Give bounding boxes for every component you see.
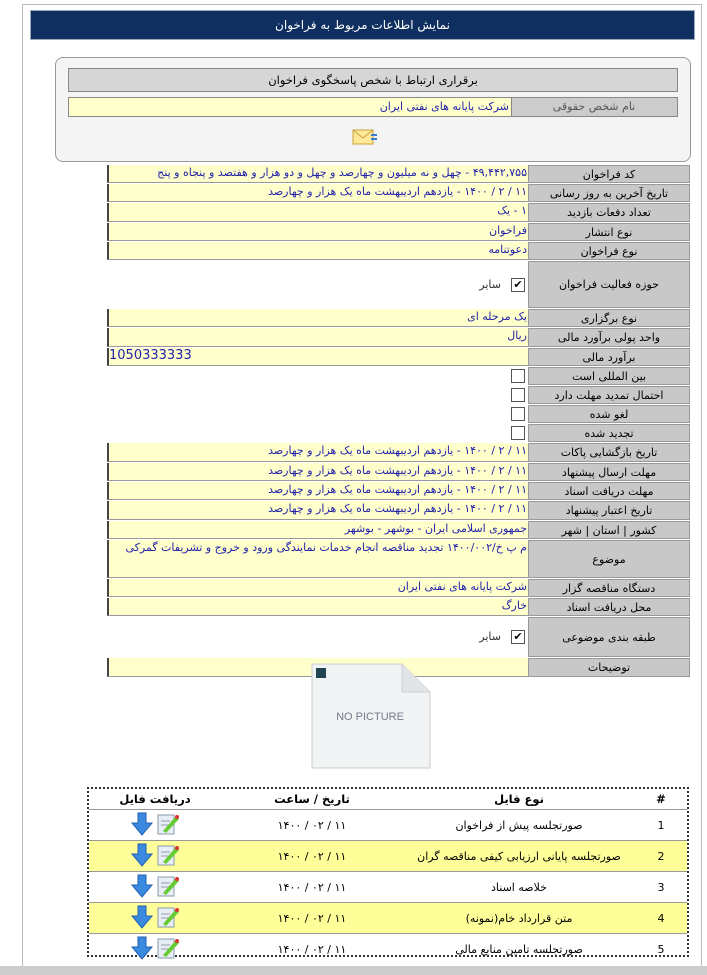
checkbox[interactable]: ✔ xyxy=(511,630,525,644)
field-checkbox-cell xyxy=(107,405,528,423)
field-row xyxy=(107,482,690,501)
field-label: حوزه فعالیت فراخوان xyxy=(528,261,690,308)
field-label: برآورد مالی xyxy=(528,348,690,366)
file-number: 2 xyxy=(635,841,687,872)
file-number: 5 xyxy=(635,934,687,965)
field-row xyxy=(107,463,690,482)
field-label: تاریخ آخرین به روز رسانی xyxy=(528,184,690,202)
field-value: خارگ xyxy=(107,598,528,616)
field-row xyxy=(107,203,690,223)
download-arrow-icon[interactable] xyxy=(130,905,154,929)
field-row xyxy=(107,598,690,617)
field-row xyxy=(107,242,690,261)
field-value: جمهوری اسلامی ایران - بوشهر - بوشهر xyxy=(107,521,528,539)
file-number: 4 xyxy=(635,903,687,934)
download-arrow-icon[interactable] xyxy=(130,812,154,836)
field-row xyxy=(107,328,690,348)
file-type: صورتجلسه پیش از فراخوان xyxy=(403,810,635,841)
field-row xyxy=(107,386,690,405)
file-download-cell xyxy=(89,841,221,872)
field-label: تاریخ بازگشایی پاکات xyxy=(528,443,690,462)
field-value: دعوتنامه xyxy=(107,242,528,260)
file-download-cell xyxy=(89,810,221,841)
field-value: فراخوان xyxy=(107,223,528,241)
field-value: ۴۹,۴۴۲,۷۵۵ - چهل و نه میلیون و چهارصد و چهل و دو هزار و هفتصد و پنجاه و پنج xyxy=(107,165,528,183)
field-label: بین المللی است xyxy=(528,367,690,385)
field-label: مهلت دریافت اسناد xyxy=(528,482,690,500)
col-number: # xyxy=(656,792,666,806)
field-label: نوع انتشار xyxy=(528,223,690,241)
field-row xyxy=(107,521,690,540)
field-checkbox-cell xyxy=(107,617,528,657)
file-row xyxy=(89,872,687,903)
checkbox-label: سایر xyxy=(479,277,501,291)
file-row xyxy=(89,841,687,872)
field-row xyxy=(107,501,690,521)
field-row xyxy=(107,405,690,424)
checkbox[interactable] xyxy=(511,426,525,440)
file-download-cell xyxy=(89,872,221,903)
field-label: دستگاه مناقصه گزار xyxy=(528,579,690,597)
field-row xyxy=(107,165,690,184)
field-checkbox-cell xyxy=(107,424,528,442)
field-label: محل دریافت اسناد xyxy=(528,598,690,616)
file-date: ۱۱ / ۰۲ / ۱۴۰۰ xyxy=(221,872,403,903)
checkbox[interactable] xyxy=(511,388,525,402)
field-value: ۱۱ / ۲ / ۱۴۰۰ - یازدهم اردیبهشت ماه یک هزار و چهارصد xyxy=(107,443,528,462)
no-picture-text: NO PICTURE xyxy=(336,711,404,723)
checkbox[interactable] xyxy=(511,369,525,383)
field-label: کشور | استان | شهر xyxy=(528,521,690,539)
edit-document-icon[interactable] xyxy=(156,812,180,836)
file-date: ۱۱ / ۰۲ / ۱۴۰۰ xyxy=(221,903,403,934)
horizontal-scrollbar[interactable] xyxy=(0,966,707,975)
edit-document-icon[interactable] xyxy=(156,843,180,867)
field-row xyxy=(107,617,690,658)
field-label: کد فراخوان xyxy=(528,165,690,183)
file-type: صورتجلسه تامین منابع مالی xyxy=(403,934,635,965)
no-picture-image xyxy=(310,662,432,770)
file-row xyxy=(89,934,687,965)
field-label: لغو شده xyxy=(528,405,690,423)
field-label: مهلت ارسال پیشنهاد xyxy=(528,463,690,481)
field-label: موضوع xyxy=(528,540,690,578)
file-row xyxy=(89,810,687,841)
contact-value: شرکت پایانه های نفتی ایران xyxy=(68,97,512,117)
field-value: یک مرحله ای xyxy=(107,309,528,327)
col-download: دریافت فایل xyxy=(119,792,191,806)
file-type: متن قرارداد خام(نمونه) xyxy=(403,903,635,934)
field-value: ریال xyxy=(107,328,528,347)
download-arrow-icon[interactable] xyxy=(130,843,154,867)
field-label: تعداد دفعات بازدید xyxy=(528,203,690,222)
download-arrow-icon[interactable] xyxy=(130,874,154,898)
field-value: ۱۱ / ۲ / ۱۴۰۰ - یازدهم اردیبهشت ماه یک هزار و چهارصد xyxy=(107,463,528,481)
field-row xyxy=(107,443,690,463)
file-type: صورتجلسه پایانی ارزیابی کیفی مناقصه گران xyxy=(403,841,635,872)
field-label: نوع فراخوان xyxy=(528,242,690,260)
field-label: طبقه بندی موضوعی xyxy=(528,617,690,657)
mail-icon[interactable] xyxy=(352,128,378,146)
file-row xyxy=(89,903,687,934)
field-value: ۱۱ / ۲ / ۱۴۰۰ - یازدهم اردیبهشت ماه یک هزار و چهارصد xyxy=(107,482,528,500)
file-download-cell xyxy=(89,903,221,934)
file-date: ۱۱ / ۰۲ / ۱۴۰۰ xyxy=(221,934,403,965)
file-date: ۱۱ / ۰۲ / ۱۴۰۰ xyxy=(221,810,403,841)
field-row xyxy=(107,309,690,328)
col-date: تاریخ / ساعت xyxy=(274,792,350,806)
field-label: واحد پولی برآورد مالی xyxy=(528,328,690,347)
field-label: تجدید شده xyxy=(528,424,690,442)
edit-document-icon[interactable] xyxy=(156,905,180,929)
file-type: خلاصه اسناد xyxy=(403,872,635,903)
field-row xyxy=(107,540,690,579)
contact-label: نام شخص حقوقی xyxy=(510,97,678,117)
field-label: احتمال تمدید مهلت دارد xyxy=(528,386,690,404)
field-row xyxy=(107,348,690,367)
checkbox[interactable]: ✔ xyxy=(511,278,525,292)
download-arrow-icon[interactable] xyxy=(130,936,154,960)
field-value: ۱۱ / ۲ / ۱۴۰۰ - یازدهم اردیبهشت ماه یک هزار و چهارصد xyxy=(107,184,528,202)
field-row xyxy=(107,184,690,203)
field-row xyxy=(107,223,690,242)
field-label: نوع برگزاری xyxy=(528,309,690,327)
file-number: 3 xyxy=(635,872,687,903)
field-value: 1050333333 xyxy=(107,348,528,366)
field-value: شرکت پایانه های نفتی ایران xyxy=(107,579,528,597)
field-row xyxy=(107,367,690,386)
field-checkbox-cell xyxy=(107,367,528,385)
field-row xyxy=(107,579,690,598)
col-file-type: نوع فایل xyxy=(494,792,544,806)
edit-document-icon[interactable] xyxy=(156,936,180,960)
field-value: ۱ - یک xyxy=(107,203,528,222)
contact-panel xyxy=(55,57,691,162)
field-value: ۱۱ / ۲ / ۱۴۰۰ - یازدهم اردیبهشت ماه یک هزار و چهارصد xyxy=(107,501,528,520)
checkbox[interactable] xyxy=(511,407,525,421)
field-label: تاریخ اعتبار پیشنهاد xyxy=(528,501,690,520)
edit-document-icon[interactable] xyxy=(156,874,180,898)
field-row xyxy=(107,261,690,309)
tender-details-form xyxy=(107,165,690,678)
field-label: توضیحات xyxy=(528,658,690,677)
field-checkbox-cell xyxy=(107,386,528,404)
checkbox-label: سایر xyxy=(479,630,501,643)
file-number: 1 xyxy=(635,810,687,841)
field-checkbox-cell xyxy=(107,261,528,308)
field-row xyxy=(107,424,690,443)
page-header: نمایش اطلاعات مربوط به فراخوان xyxy=(30,10,695,40)
files-table xyxy=(87,787,689,957)
file-download-cell xyxy=(89,934,221,965)
file-date: ۱۱ / ۰۲ / ۱۴۰۰ xyxy=(221,841,403,872)
contact-title: برقراری ارتباط با شخص پاسخگوی فراخوان xyxy=(68,68,678,92)
field-value: م پ خ/۱۴۰۰/۰۰۲ تجدید مناقصه انجام خدمات نمایندگی ورود و خروج و تشریفات گمرکی xyxy=(107,540,528,578)
